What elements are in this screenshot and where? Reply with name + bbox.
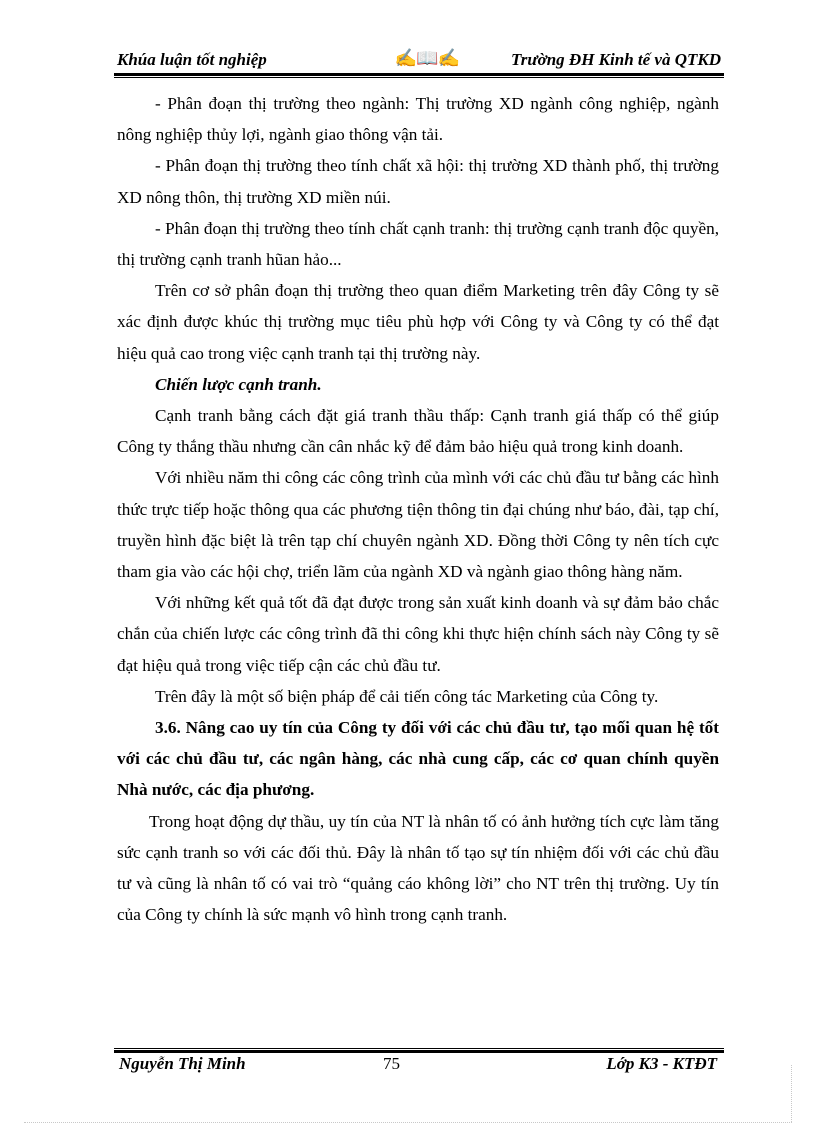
header-rule	[114, 73, 724, 78]
page-number: 75	[383, 1054, 400, 1073]
paragraph-segment-by-society: - Phân đoạn thị trường theo tính chất xã hội: thị trường XD thành phố, thị trường XD nông thôn, thị trường XD miền núi.	[117, 156, 719, 207]
header-university: Trường ĐH Kinh tế và QTKD	[511, 50, 721, 69]
paragraph-segment-by-competition: - Phân đoạn thị trường theo tính chất cạnh tranh: thị trường cạnh tranh độc quyền, thị trường cạnh tranh hũan hảo...	[117, 218, 719, 270]
footer-rule	[114, 1048, 724, 1053]
footer-class: Lớp K3 - KTĐT	[606, 1054, 717, 1073]
page-footer	[117, 1054, 721, 1078]
paragraph-target-market: Trên cơ sở phân đoạn thị trường theo quan điểm Marketing trên đây Công ty sẽ xác định được khúc thị trường mục tiêu phù hợp với Công ty và Công ty có thể đạt hiệu quả cao trong việc cạnh tranh tại thị trường này.	[117, 281, 719, 363]
paragraph-media: Với nhiều năm thi công các công trình của mình với các chủ đầu tư bằng các hình thức trực tiếp hoặc thông qua các phương tiện thông tin đại chúng như báo, đài, tạp chí, truyền hình đặc biệt là trên tạp chí chuyên ngành XD. Đồng thời Công ty nên tích cực tham gia vào các hội chợ, triển lãm của ngành XD và ngành giao thông hàng năm.	[117, 468, 719, 582]
page-header	[117, 48, 721, 72]
section-heading-3-6: 3.6. Nâng cao uy tín của Công ty đối với các chủ đầu tư, tạo mối quan hệ tốt với các chủ đầu tư, các ngân hàng, các nhà cung cấp, các cơ quan chính quyền Nhà nước, các địa phương.	[117, 718, 719, 800]
book-pen-ornament-icon: ✍📖✍	[394, 48, 460, 68]
paragraph-low-price: Cạnh tranh bằng cách đặt giá tranh thầu thấp: Cạnh tranh giá thấp có thể giúp Công ty thắng thầu nhưng cần cân nhắc kỹ để đảm bảo hiệu quả trong kinh doanh.	[117, 406, 719, 457]
page-body	[117, 88, 719, 930]
paragraph-summary: Trên đây là một số biện pháp để cải tiến công tác Marketing của Công ty.	[155, 686, 659, 706]
subheading-competition-strategy: Chiến lược cạnh tranh.	[155, 374, 322, 394]
page-edge-dotted-line-vertical	[791, 1065, 793, 1122]
header-thesis-title: Khúa luận tốt nghiệp	[117, 50, 267, 69]
paragraph-reputation: Trong hoạt động dự thầu, uy tín của NT là nhân tố có ảnh hưởng tích cực làm tăng sức cạnh tranh so với các đối thủ. Đây là nhân tố tạo sự tín nhiệm đối với các chủ đầu tư và cũng là nhân tố có vai trò “quảng cáo không lời” cho NT trên thị trường. Uy tín của Công ty chính là sức mạnh vô hình trong cạnh tranh.	[117, 811, 719, 925]
footer-author: Nguyễn Thị Minh	[119, 1054, 246, 1073]
paragraph-results: Với những kết quả tốt đã đạt được trong sản xuất kinh doanh và sự đảm bảo chắc chắn của chiến lược các công trình đã thi công khi thực hiện chính sách này Công ty sẽ đạt hiệu quả trong việc tiếp cận các chủ đầu tư.	[117, 593, 719, 675]
paragraph-segment-by-industry: - Phân đoạn thị trường theo ngành: Thị trường XD ngành công nghiệp, ngành nông nghiệp thủy lợi, ngành giao thông vận tải.	[117, 94, 719, 145]
